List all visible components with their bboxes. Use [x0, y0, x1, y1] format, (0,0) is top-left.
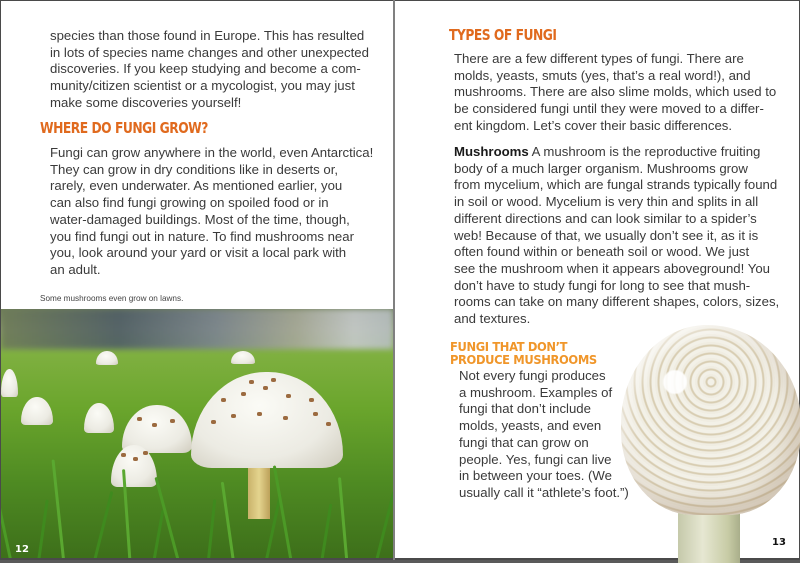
text-line: body of a much larger organism. Mushrooms grow	[454, 160, 748, 176]
mushroom-cap	[1, 369, 18, 397]
text-line: molds, yeasts, smuts (yes, that’s a real word!), and	[454, 67, 751, 83]
text-line: Not every fungi produces	[459, 368, 606, 383]
photo-background-blur	[1, 309, 393, 349]
text-span: A mushroom is the reproductive fruiting	[528, 144, 761, 159]
text-line: in between your toes. (We	[459, 468, 612, 484]
text-line: discoveries. If you keep studying and become a com-	[50, 61, 361, 77]
text-line: often found within or beneath soil or wood. We just	[454, 244, 750, 260]
text-line: can also find fungi growing on spoiled food or in	[50, 195, 329, 211]
where-fungi-grow-paragraph	[50, 145, 373, 279]
text-line: species than those found in Europe. This has resulted	[50, 28, 365, 43]
mushroom-cap	[231, 351, 255, 364]
section-heading-where-fungi-grow: WHERE DO FUNGI GROW?	[40, 119, 208, 137]
text-line: you, look around your yard or visit a local park with	[50, 245, 347, 261]
text-line: rooms can take on many different shapes, colors, sizes,	[454, 294, 780, 310]
text-line: munity/citizen scientist or a mycologist, you may just	[50, 78, 355, 94]
text-line: don’t have to study fungi for long to see that mush-	[454, 277, 751, 293]
sidebar-heading-line: PRODUCE MUSHROOMS	[450, 352, 597, 367]
text-line: make some discoveries yourself!	[50, 94, 242, 110]
text-line	[454, 144, 779, 161]
text-line: see the mushroom when it appears aboveground! You	[454, 260, 770, 276]
text-line: fungi that can grow on	[459, 434, 589, 450]
sidebar-heading	[450, 340, 610, 366]
text-line: rarely, even underwater. As mentioned earlier, you	[50, 178, 343, 194]
text-line: web! Because of that, we usually don’t see it, as it is	[454, 227, 759, 243]
text-line: They can grow in dry conditions like in deserts or,	[50, 161, 339, 177]
text-line: in soil or wood. Mycelium is very thin and splits in all	[454, 194, 759, 210]
text-line: people. Yes, fungi can live	[459, 451, 612, 467]
text-line: an adult.	[50, 261, 101, 277]
section-heading-types-of-fungi: TYPES OF FUNGI	[449, 26, 557, 44]
page-number-left: 12	[15, 544, 29, 555]
mushroom-stem	[248, 464, 270, 519]
text-line: from mycelium, which are fungal strands typically found	[454, 177, 778, 193]
mushroom-cap	[621, 325, 800, 515]
left-page	[1, 1, 393, 558]
text-line: usually call it “athlete’s foot.”)	[459, 484, 629, 500]
photo-caption: Some mushrooms even grow on lawns.	[40, 294, 184, 303]
mushroom-cap	[84, 403, 114, 433]
text-line: mushrooms. There are also slime molds, which used to	[454, 84, 777, 100]
lawn-mushrooms-photo	[1, 309, 393, 558]
text-line: There are a few different types of fungi. There are	[454, 51, 744, 66]
text-line: a mushroom. Examples of	[459, 384, 613, 400]
text-line: different directions and can look similar to a spider’s	[454, 210, 757, 226]
textured-mushroom-photo	[621, 325, 800, 560]
mushroom-cap	[96, 351, 118, 365]
sidebar-paragraph	[459, 368, 629, 502]
text-line: fungi that don’t include	[459, 401, 591, 417]
large-mushroom-cap	[191, 372, 343, 468]
mushrooms-term: Mushrooms	[454, 144, 529, 159]
text-line: you find fungi out in nature. To find mushrooms near	[50, 228, 354, 244]
sidebar-heading-line: FUNGI THAT DON’T	[450, 339, 568, 354]
text-line: and textures.	[454, 311, 531, 327]
text-line: Fungi can grow anywhere in the world, even Antarctica!	[50, 145, 374, 160]
left-intro-paragraph	[50, 28, 369, 112]
text-line: in lots of species name changes and other unexpected	[50, 44, 369, 60]
text-line: water-damaged buildings. Most of the time, though,	[50, 211, 350, 227]
mushrooms-paragraph	[454, 144, 779, 328]
page-number-right: 13	[772, 537, 786, 548]
types-of-fungi-paragraph	[454, 51, 776, 135]
text-line: ent kingdom. Let’s cover their basic differences.	[454, 117, 733, 133]
text-line: molds, yeasts, and even	[459, 418, 602, 434]
text-line: be considered fungi until they were moved to a differ-	[454, 101, 764, 117]
mushroom-cap	[21, 397, 53, 425]
